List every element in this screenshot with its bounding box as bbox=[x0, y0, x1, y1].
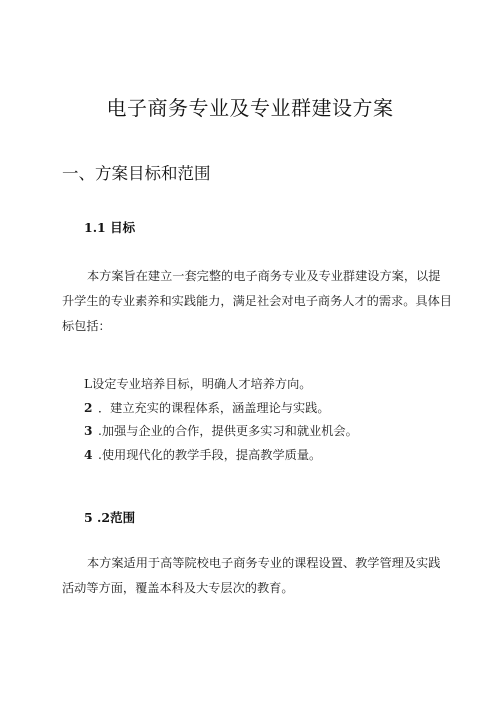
list-item bbox=[84, 373, 358, 397]
subsection-heading-goal: 1.1 目标 bbox=[84, 220, 136, 235]
section-heading-goals-scope: 一、方案目标和范围 bbox=[62, 164, 211, 183]
document-title: 电子商务专业及专业群建设方案 bbox=[106, 96, 394, 120]
list-item-text: .加强与企业的合作，提供更多实习和就业机会。 bbox=[98, 424, 358, 438]
list-item-number: 3 bbox=[84, 424, 93, 438]
list-item-number: 4 bbox=[84, 447, 93, 462]
list-item bbox=[84, 420, 358, 444]
subsection-heading-scope: 5 .2范围 bbox=[84, 510, 136, 525]
goal-list bbox=[84, 373, 358, 467]
list-item bbox=[84, 444, 358, 468]
goal-paragraph: 本方案旨在建立一套完整的电子商务专业及专业群建设方案，以提升学生的专业素养和实践能力，满足社会对电子商务人才的需求。具体目标包括： bbox=[62, 269, 452, 333]
list-item bbox=[84, 397, 358, 421]
list-item-number: 2 bbox=[84, 400, 93, 415]
list-item-text: .使用现代化的教学手段，提高教学质量。 bbox=[98, 447, 322, 462]
list-item-text: ．建立充实的课程体系，涵盖理论与实践。 bbox=[98, 400, 330, 415]
list-item-text: L设定专业培养目标，明确人才培养方向。 bbox=[84, 377, 312, 391]
scope-paragraph: 本方案适用于高等院校电子商务专业的课程设置、教学管理及实践活动等方面，覆盖本科及大专层次的教育。 bbox=[62, 556, 441, 595]
